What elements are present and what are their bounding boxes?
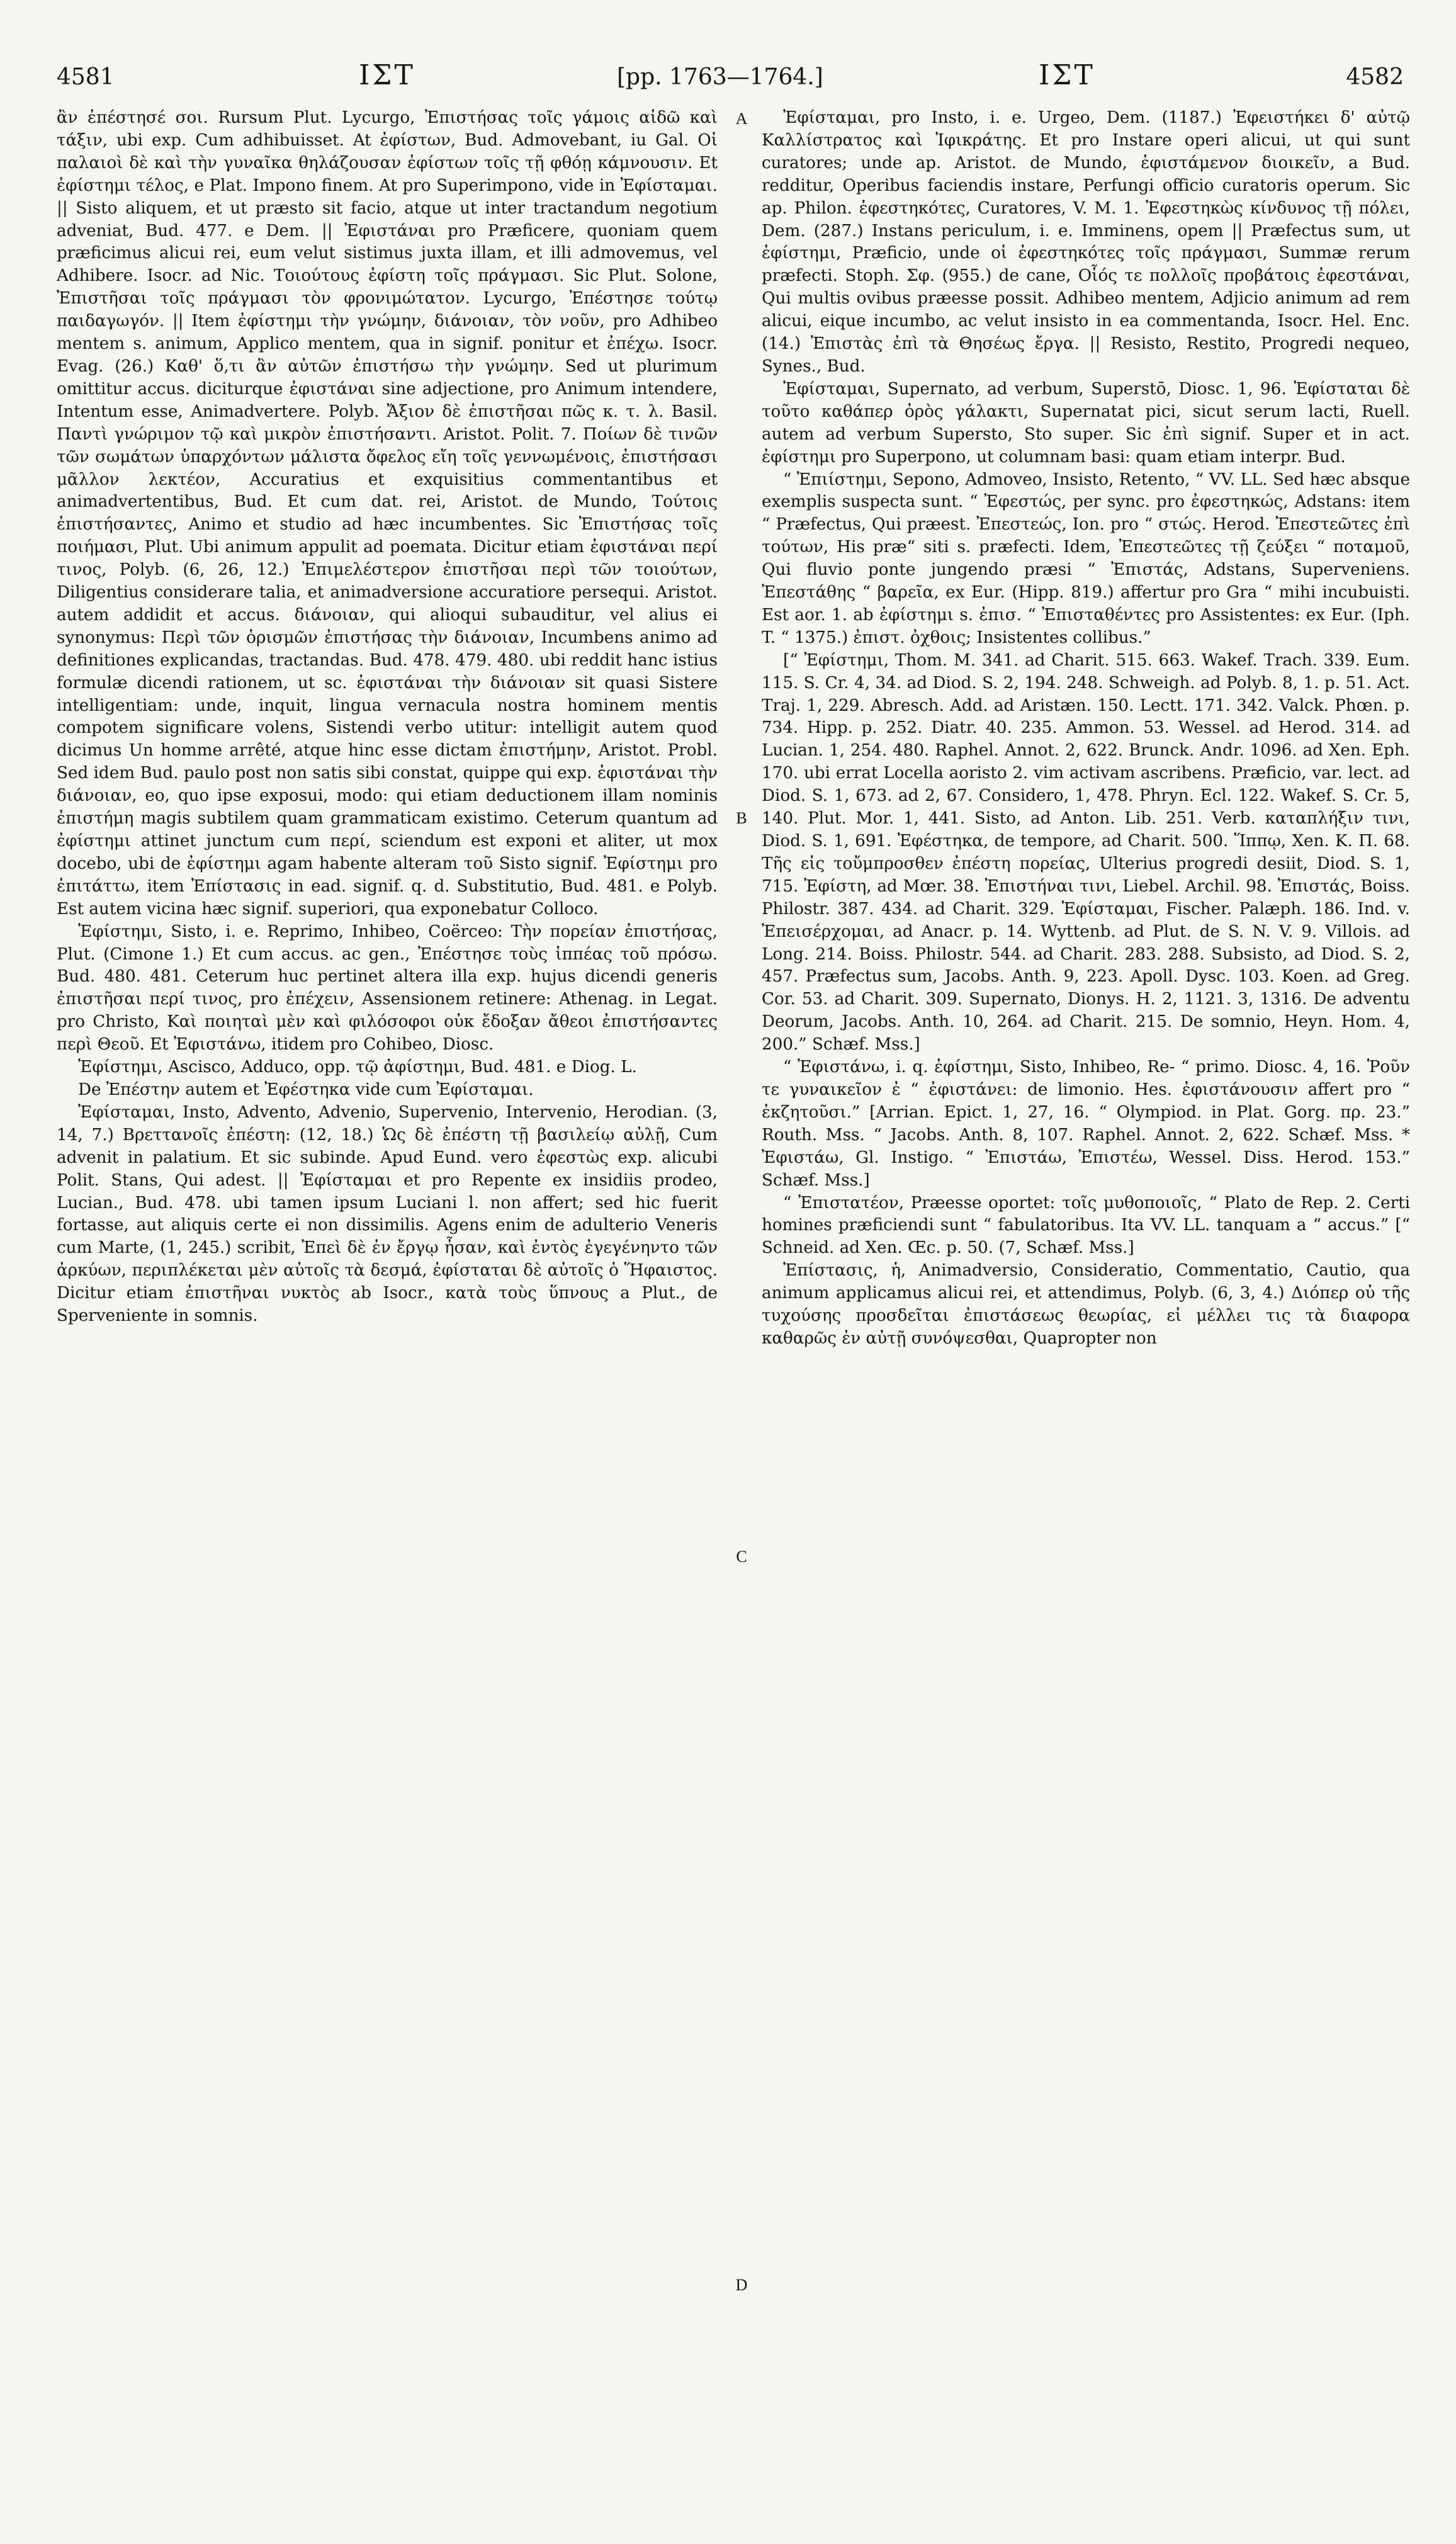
section-marker-d: D — [735, 2276, 748, 2294]
left-paragraph: Ἐφίσταμαι, Insto, Advento, Advenio, Supervenio, Intervenio, Herodian. (3, 14, 7.) Βρεττανοῖς ἐπέστη: (12, 18.) Ὡς δὲ ἐπέστη τῇ βασιλείῳ αὐλῇ, Cum advenit in palatium. Et sic subinde. Apud Eund. vero ἐφεστὼς exp. alicubi Polit. Stans, Qui adest. || Ἐφίσταμαι et pro Repente ex insidiis prodeo, Lucian., Bud. 478. ubi tamen ipsum Luciani l. non affert; sed hic fuerit fortasse, aut aliquis certe ei non dissimilis. Agens enim de adulterio Veneris cum Marte, (1, 245.) scribit, Ἐπεὶ δὲ ἐν ἔργῳ ἦσαν, καὶ ἐντὸς ἐγεγένηντο τῶν ἀρκύων, περιπλέκεται μὲν αὐτοῖς τὰ δεσμά, ἐφίσταται δὲ αὐτοῖς ὁ Ἥφαιστος. Dicitur etiam ἐπιστῆναι νυκτὸς ab Isocr., κατὰ τοὺς ὕπνους a Plut., de Sperveniente in somnis. — [57, 1102, 718, 1326]
left-paragraph: Ἐφίστημι, Sisto, i. e. Reprimo, Inhibeo, Coërceo: Τὴν πορείαν ἐπιστήσας, Plut. (Cimone 1.) Et cum accus. ac gen., Ἐπέστησε τοὺς ἱππέας τοῦ πρόσω. Bud. 480. 481. Ceterum huc pertinet altera illa exp. hujus dicendi generis ἐπιστῆσαι περί τινος, pro ἐπέχειν, Assensionem retinere: Athenag. in Legat. pro Christo, Καὶ ποιηταὶ μὲν καὶ φιλόσοφοι οὐκ ἔδοξαν ἄθεοι ἐπιστήσαντες περὶ Θεοῦ. Et Ἐφιστάνω, itidem pro Cohibeo, Diosc. — [57, 922, 718, 1054]
right-paragraph: Ἐφίσταμαι, Supernato, ad verbum, Superstō, Diosc. 1, 96. Ἐφίσταται δὲ τοῦτο καθάπερ ὀρὸς γάλακτι, Supernatat pici, sicut serum lacti, Ruell. autem ad verbum Supersto, Sto super. Sic ἐπὶ signif. Super et in act. ἐφίστημι pro Superpono, ut columnam basi: quam etiam interpr. Bud. — [762, 379, 1410, 466]
page-header — [57, 55, 1404, 99]
section-marker-c: C — [736, 1547, 747, 1566]
section-marker-a: A — [735, 110, 748, 128]
right-paragraph: “ Ἐπιίστημι, Sepono, Admoveo, Insisto, Retento, “ VV. LL. Sed hæc absque exemplis suspecta sunt. “ Ἐφεστώς, per sync. pro ἐφεστηκώς, Adstans: item “ Præfectus, Qui præest. Ἐπεστεώς, Ion. pro “ στώς. Herod. Ἐπεστεῶτες ἐπὶ τούτων, His præ“ siti s. præfecti. Idem, Ἐπεστεῶτες τῇ ζεύξει “ ποταμοῦ, Qui fluvio ponte jungendo præsi “ Ἐπιστάς, Adstans, Superveniens. Ἐπεστάθης “ βαρεῖα, ex Eur. (Hipp. 819.) affertur pro Gra “ mihi incubuisti. Est aor. 1. ab ἐφίστημι s. ἐπισ. “ Ἐπισταθέντες pro Assistentes: ex Eur. (Iph. T. “ 1375.) ἐπιστ. ὀχθοις; Insistentes collibus.” — [762, 470, 1410, 647]
left-paragraph: Ἐφίστημι, Ascisco, Adduco, opp. τῷ ἀφίστημι, Bud. 481. e Diog. L. — [78, 1058, 637, 1077]
right-page-number: 4582 — [1346, 64, 1404, 90]
right-paragraph: Ἐφίσταμαι, pro Insto, i. e. Urgeo, Dem. (1187.) Ἐφειστήκει δ' αὐτῷ Καλλίστρατος καὶ Ἰφικράτης. Et pro Instare operi alicui, ut qui sunt curatores; unde ap. Aristot. de Mundo, ἐφιστάμενον διοικεῖν, a Bud. redditur, Operibus faciendis instare, Perfungi officio curatoris operum. Sic ap. Philon. ἐφεστηκότες, Curatores, V. M. 1. Ἐφεστηκὼς κίνδυνος τῇ πόλει, Dem. (287.) Instans periculum, i. e. Imminens, opem || Præfectus sum, ut ἐφίστημι, Præficio, unde οἱ ἐφεστηκότες τοῖς πράγμασι, Summæ rerum præfecti. Stoph. Σφ. (955.) de cane, Οἷός τε πολλοῖς προβάτοις ἐφεστάναι, Qui multis ovibus præesse possit. Adhibeo mentem, Adjicio animum ad rem alicui, eique incumbo, ac velut insisto in ea commentanda, Isocr. Hel. Enc. (14.) Ἐπιστὰς ἐπὶ τὰ Θησέως ἔργα. || Resisto, Restito, Progredi nequeo, Synes., Bud. — [762, 108, 1410, 376]
section-marker-b: B — [736, 809, 747, 827]
left-paragraph: De Ἐπέστην autem et Ἐφέστηκα vide cum Ἐφίσταμαι. — [78, 1080, 534, 1099]
column-range: [pp. 1763—1764.] — [617, 64, 823, 90]
left-page-number: 4581 — [57, 64, 115, 90]
right-column — [762, 107, 1410, 2518]
left-headword: ΙΣΤ — [359, 59, 415, 91]
section-gutter — [729, 107, 754, 2518]
right-paragraph: [“ Ἐφίστημι, Thom. M. 341. ad Charit. 515. 663. Wakef. Trach. 339. Eum. 115. S. Cr. 4, 34. ad Diod. S. 2, 194. 248. Schweigh. ad Polyb. 8, 1. p. 51. Act. Traj. 1, 229. Abresch. Add. ad Aristæn. 150. Lectt. 171. 342. Valck. Phœn. p. 734. Hipp. p. 252. Diatr. 40. 235. Ammon. 53. Wessel. ad Herod. 314. ad Lucian. 1, 254. 480. Raphel. Annot. 2, 622. Brunck. Andr. 1096. ad Xen. Eph. 170. ubi errat Locella aoristo 2. vim activam ascribens. Præficio, var. lect. ad Diod. S. 1, 673. ad 2, 67. Considero, 1, 478. Phryn. Ecl. 122. Wakef. S. Cr. 5, 140. Plut. Mor. 1, 441. Sisto, ad Anton. Lib. 251. Verb. καταπλήξιν τινι, Diod. S. 1, 691. Ἐφέστηκα, de tempore, ad Charit. 500. Ἵππῳ, Xen. K. Π. 68. Τῆς εἰς τοὔμπροσθεν ἐπέστη πορείας, Ulterius progredi desiit, Diod. S. 1, 715. Ἐφίστη, ad Mœr. 38. Ἐπιστήναι τινι, Liebel. Archil. 98. Ἐπιστάς, Boiss. Philostr. 387. 434. ad Charit. 329. Ἐφίσταμαι, Fischer. Palæph. 186. Ind. v. Ἐπεισέρχομαι, ad Anacr. p. 14. Wyttenb. ad Plut. de S. N. V. 9. Villois. ad Long. 214. Boiss. Philostr. 544. ad Charit. 283. 288. Subsisto, ad Diod. S. 2, 457. Præfectus sum, Jacobs. Anth. 9, 223. Apoll. Dysc. 103. Koen. ad Greg. Cor. 53. ad Charit. 309. Supernato, Dionys. H. 2, 1121. 3, 1316. De adventu Deorum, Jacobs. Anth. 10, 264. ad Charit. 215. De somnio, Heyn. Hom. 4, 200.” Schæf. Mss.] — [762, 650, 1410, 1054]
right-paragraph: Ἐπίστασις, ἡ, Animadversio, Consideratio, Commentatio, Cautio, qua animum applicamus alicui rei, et attendimus, Polyb. (6, 3, 4.) Διόπερ οὐ τῆς τυχούσης προσδεῖται ἐπιστάσεως θεωρίας, εἰ μέλλει τις τὰ διαφορα καθαρῶς ἐν αὐτῇ συνόψεσθαι, Quapropter non — [762, 1261, 1410, 1348]
right-paragraph: “ Ἐπιστατέον, Præesse oportet: τοῖς μυθοποιοῖς, “ Plato de Rep. 2. Certi homines præficiendi sunt “ fabulatoribus. Ita VV. LL. tanquam a “ accus.” [“ Schneid. ad Xen. Œc. p. 50. (7, Schæf. Mss.] — [762, 1193, 1410, 1258]
left-paragraph: ἂν ἐπέστησέ σοι. Rursum Plut. Lycurgo, Ἐπιστήσας τοῖς γάμοις αἰδῶ καὶ τάξιν, ubi exp. Cum adhibuisset. At ἐφίστων, Bud. Admovebant, iu Gal. Οἱ παλαιοὶ δὲ καὶ τὴν γυναῖκα θηλάζουσαν ἐφίστων τοῖς τῇ φθόῃ κάμνουσιν. Et ἐφίστημι τέλος, e Plat. Impono finem. At pro Superimpono, vide in Ἐφίσταμαι. || Sisto aliquem, et ut præsto sit facio, atque ut inter tractandum negotium adveniat, Bud. 477. e Dem. || Ἐφιστάναι pro Præficere, quoniam quem præficimus alicui rei, eum velut sistimus juxta illam, et illi admovemus, vel Adhibere. Isocr. ad Nic. Τοιούτους ἐφίστη τοῖς πράγμασι. Sic Plut. Solone, Ἐπιστῆσαι τοῖς πράγμασι τὸν φρονιμώτατον. Lycurgo, Ἐπέστησε τούτῳ παιδαγωγόν. || Item ἐφίστημι τὴν γνώμην, διάνοιαν, τὸν νοῦν, pro Adhibeo mentem s. animum, Applico mentem, qua in signif. ponitur et ἐπέχω. Isocr. Evag. (26.) Καθ' ὅ,τι ἂν αὐτῶν ἐπιστήσω τὴν γνώμην. Sed ut plurimum omittitur accus. diciturque ἐφιστάναι sine adjectione, pro Animum intendere, Intentum esse, Animadvertere. Polyb. Ἄξιον δὲ ἐπιστῆσαι πῶς κ. τ. λ. Basil. Παντὶ γνώριμον τῷ καὶ μικρὸν ἐπιστήσαντι. Aristot. Polit. 7. Ποίων δὲ τινῶν τῶν σωμάτων ὑπαρχόντων μάλιστα ὄφελος εἴη τοῖς γεννωμένοις, ἐπιστήσασι μᾶλλον λεκτέον, Accuratius et exquisitius commentantibus et animadvertentibus, Bud. Et cum dat. rei, Aristot. de Mundo, Τούτοις ἐπιστήσαντες, Animo et studio ad hæc incumbentes. Sic Ἐπιστήσας τοῖς ποιήμασι, Plut. Ubi animum appulit ad poemata. Dicitur etiam ἐφιστάναι περί τινος, Polyb. (6, 26, 12.) Ἐπιμελέστερον ἐπιστῆσαι περὶ τῶν τοιούτων, Diligentius considerare talia, et animadversione accuratiore persequi. Aristot. autem addidit et accus. διάνοιαν, qui alioqui subauditur, vel alius ei synonymus: Περὶ τῶν ὁρισμῶν ἐπιστήσας τὴν διάνοιαν, Incumbens animo ad definitiones explicandas, tractandas. Bud. 478. 479. 480. ubi reddit hanc istius formulæ dicendi rationem, ut sc. ἐφιστάναι τὴν διάνοιαν sit quasi Sistere intelligentiam: unde, inquit, lingua vernacula nostra hominem mentis compotem significare volens, Sistendi verbo utitur: intelligit autem quod dicimus Un homme arrêté, atque hinc esse dictam ἐπιστήμην, Aristot. Probl. Sed idem Bud. paulo post non satis sibi constat, quippe qui exp. ἐφιστάναι τὴν διάνοιαν, eo, quo ipse exposui, modo: qui etiam deductionem illam nominis ἐπιστήμη magis subtilem quam grammaticam existimo. Ceterum quantum ad ἐφίστημι attinet junctum cum περί, sciendum est exponi et aliter, ut mox docebo, ubi de ἐφίστημι agam habente alteram τοῦ Sisto signif. Ἐφίστημι pro ἐπιτάττω, item Ἐπίστασις in ead. signif. q. d. Substitutio, Bud. 481. e Polyb. Est autem vicina hæc signif. superiori, qua exponebatur Colloco. — [57, 108, 718, 919]
left-column — [57, 107, 718, 2518]
right-paragraph: “ Ἐφιστάνω, i. q. ἐφίστημι, Sisto, Inhibeo, Re- “ primo. Diosc. 4, 16. Ῥοῦν τε γυναικεῖον ἐ “ ἐφιστάνει: de limonio. Hes. ἐφιστάνουσιν affert pro “ ἐκζητοῦσι.” [Arrian. Epict. 1, 27, 16. “ Olympiod. in Plat. Gorg. πρ. 23.” Routh. Mss. “ Jacobs. Anth. 8, 107. Raphel. Annot. 2, 622. Schæf. Mss. * Ἐφιστάω, Gl. Instigo. “ Ἐπιστάω, Ἐπιστέω, Wessel. Diss. Herod. 153.” Schæf. Mss.] — [762, 1058, 1410, 1190]
right-headword: ΙΣΤ — [1039, 59, 1095, 91]
